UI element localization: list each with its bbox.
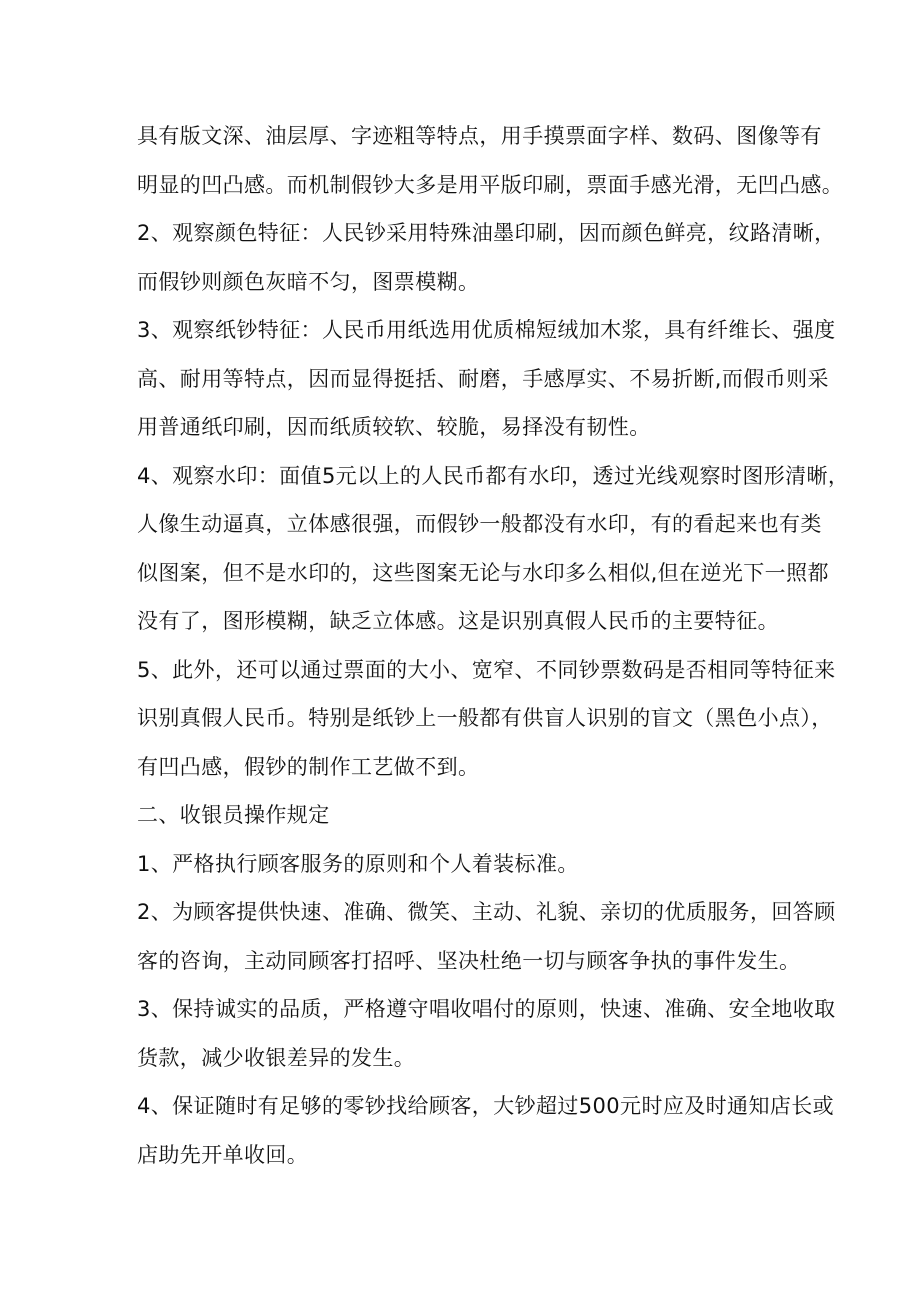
text-line: 具有版文深、油层厚、字迹粗等特点，用手摸票面字样、数码、图像等有 [137,124,822,148]
text-line: 有凹凸感，假钞的制作工艺做不到。 [137,754,480,779]
paragraph-watermark [137,452,850,646]
paragraph-paper-features [137,306,836,452]
text-line: 明显的凹凸感。而机制假钞大多是用平版印刷，票面手感光滑，无凹凸感。 [137,172,844,197]
text-line: 2、为顾客提供快速、准确、微笑、主动、礼貌、亲切的优质服务，回答顾 [137,900,836,924]
text-line: 货款，减少收银差异的发生。 [137,1045,416,1070]
text-line: 人像生动逼真，立体感很强，而假钞一般都没有水印，有的看起来也有类 [137,512,822,536]
text-line: 3、观察纸钞特征：人民币用纸选用优质棉短绒加木浆，具有纤维长、强度 [137,318,836,342]
text-line: 4、观察水印：面值5元以上的人民币都有水印，透过光线观察时图形清晰， [137,463,850,488]
paragraph-other-features [137,646,836,792]
text-line: 5、此外，还可以通过票面的大小、宽窄、不同钞票数码是否相同等特征来 [137,657,836,682]
text-line: 4、保证随时有足够的零钞找给顾客，大钞超过500元时应及时通知店长或 [137,1094,835,1118]
text-line: 店助先开单收回。 [137,1142,309,1167]
paragraph-rule-3 [137,985,836,1082]
section-heading: 二、收银员操作规定 [137,803,330,827]
section-heading-cashier-rules [137,791,797,840]
text-line: 识别真假人民币。特别是纸钞上一般都有供盲人识别的盲文（黑色小点）， [137,706,833,730]
paragraph-color-features [137,209,836,306]
paragraph-intaglio-printing [137,112,844,209]
paragraph-rule-1 [137,840,797,889]
text-line: 用普通纸印刷，因而纸质较软、较脆，易择没有韧性。 [137,415,651,439]
text-line: 高、耐用等特点，因而显得挺括、耐磨，手感厚实、不易折断,而假币则采 [137,366,829,391]
paragraph-rule-2 [137,888,836,985]
text-line: 似图案，但不是水印的，这些图案无论与水印多么相似,但在逆光下一照都 [137,560,829,585]
text-line: 没有了，图形模糊，缺乏立体感。这是识别真假人民币的主要特征。 [137,609,779,633]
text-line: 3、保持诚实的品质，严格遵守唱收唱付的原则，快速、准确、安全地收取 [137,997,836,1021]
document-body [137,112,850,1179]
text-line: 而假钞则颜色灰暗不匀，图票模糊。 [137,269,480,294]
paragraph-rule-4 [137,1082,835,1179]
text-line: 2、观察颜色特征：人民钞采用特殊油墨印刷，因而颜色鲜亮，纹路清晰， [137,221,836,245]
text-line: 1、严格执行顾客服务的原则和个人着装标准。 [137,851,579,876]
text-line: 客的咨询，主动同顾客打招呼、坚决杜绝一切与顾客争执的事件发生。 [137,948,801,973]
